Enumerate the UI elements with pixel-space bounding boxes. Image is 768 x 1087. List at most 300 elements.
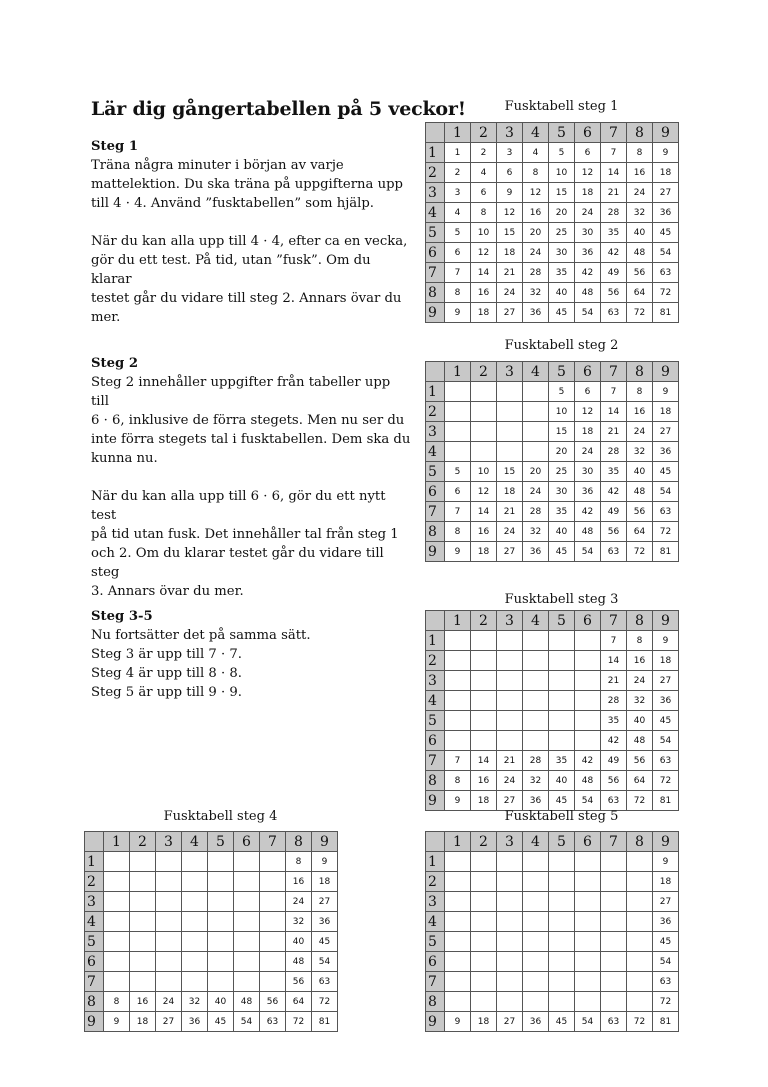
table-cell <box>156 872 182 892</box>
table-row <box>85 952 338 972</box>
table-cell: 30 <box>549 482 575 502</box>
row-header: 5 <box>426 223 445 243</box>
corner-cell <box>426 123 445 143</box>
table-cell <box>497 852 523 872</box>
row-header: 4 <box>426 203 445 223</box>
table-cell: 36 <box>523 303 549 323</box>
table-cell: 8 <box>627 143 653 163</box>
table-cell: 32 <box>627 442 653 462</box>
column-header: 7 <box>260 832 286 852</box>
table-cell: 9 <box>104 1012 130 1032</box>
column-header: 5 <box>208 832 234 852</box>
table-cell <box>575 952 601 972</box>
table-cell <box>471 691 497 711</box>
table-cell: 48 <box>627 482 653 502</box>
table-cell: 6 <box>575 143 601 163</box>
table-row <box>85 892 338 912</box>
column-header: 4 <box>523 362 549 382</box>
table-cell: 9 <box>497 183 523 203</box>
table-cell: 35 <box>601 462 627 482</box>
table-cell: 45 <box>549 791 575 811</box>
table-cell: 9 <box>445 542 471 562</box>
row-header: 9 <box>426 542 445 562</box>
table-cell <box>523 671 549 691</box>
column-header: 8 <box>627 611 653 631</box>
table-cell <box>156 932 182 952</box>
table-row <box>426 402 679 422</box>
table-cell: 14 <box>471 751 497 771</box>
table-row <box>426 422 679 442</box>
table-cell <box>156 912 182 932</box>
table-cell <box>575 992 601 1012</box>
table-cell: 54 <box>575 542 601 562</box>
table-cell: 36 <box>575 482 601 502</box>
table-cell: 3 <box>497 143 523 163</box>
table-cell: 5 <box>445 223 471 243</box>
row-header: 8 <box>85 992 104 1012</box>
table-cell: 7 <box>445 751 471 771</box>
table-cell: 42 <box>601 731 627 751</box>
table-cell: 18 <box>653 872 679 892</box>
step-1-heading: Steg 1 <box>91 139 138 154</box>
table-cell <box>497 651 523 671</box>
table-cell <box>445 731 471 751</box>
corner-cell <box>426 611 445 631</box>
table-cell: 35 <box>549 263 575 283</box>
table-cell: 16 <box>471 283 497 303</box>
column-header: 7 <box>601 611 627 631</box>
table-cell: 32 <box>523 522 549 542</box>
table-cell: 21 <box>497 751 523 771</box>
table-row <box>426 651 679 671</box>
table-cell: 40 <box>627 711 653 731</box>
multiplication-table <box>84 831 338 1032</box>
table-cell: 32 <box>627 691 653 711</box>
table-row <box>426 892 679 912</box>
table-cell: 56 <box>601 283 627 303</box>
table-title: Fusktabell steg 3 <box>504 592 619 607</box>
row-header: 9 <box>85 1012 104 1032</box>
row-header: 5 <box>85 932 104 952</box>
table-row <box>426 932 679 952</box>
table-cell: 45 <box>549 542 575 562</box>
table-cell <box>182 912 208 932</box>
table-cell: 45 <box>549 303 575 323</box>
table-cell <box>445 691 471 711</box>
row-header: 2 <box>426 872 445 892</box>
table-cell <box>471 872 497 892</box>
table-cell: 45 <box>549 1012 575 1032</box>
table-cell: 6 <box>497 163 523 183</box>
table-cell: 9 <box>312 852 338 872</box>
table-cell: 28 <box>601 203 627 223</box>
row-header: 4 <box>85 912 104 932</box>
table-cell <box>497 671 523 691</box>
table-cell <box>523 691 549 711</box>
table-cell <box>130 912 156 932</box>
table-cell: 2 <box>445 163 471 183</box>
table-cell: 24 <box>497 771 523 791</box>
table-cell <box>575 932 601 952</box>
header-row <box>85 832 338 852</box>
column-header: 2 <box>471 832 497 852</box>
table-cell <box>156 852 182 872</box>
table-cell: 8 <box>445 522 471 542</box>
table-cell: 42 <box>575 263 601 283</box>
table-cell: 48 <box>575 522 601 542</box>
table-cell <box>601 932 627 952</box>
table-cell: 7 <box>601 143 627 163</box>
table-cell <box>182 932 208 952</box>
table-cell <box>575 972 601 992</box>
table-row <box>426 751 679 771</box>
row-header: 7 <box>426 972 445 992</box>
column-header: 4 <box>182 832 208 852</box>
column-header: 8 <box>286 832 312 852</box>
table-cell: 42 <box>575 502 601 522</box>
step-2-line: Steg 2 innehåller uppgifter från tabeller upp till <box>91 375 391 409</box>
table-cell: 27 <box>312 892 338 912</box>
table-row <box>426 502 679 522</box>
step-2-line: 3. Annars övar du mer. <box>91 584 244 599</box>
row-header: 2 <box>85 872 104 892</box>
table-row <box>426 303 679 323</box>
table-cell: 36 <box>575 243 601 263</box>
table-cell: 16 <box>286 872 312 892</box>
table-cell: 35 <box>601 223 627 243</box>
table-cell: 1 <box>445 143 471 163</box>
table-cell: 28 <box>601 442 627 462</box>
table-cell: 12 <box>471 482 497 502</box>
page-title: Lär dig gångertabellen på 5 veckor! <box>91 98 466 120</box>
table-row <box>426 163 679 183</box>
table-row <box>85 872 338 892</box>
table-cell <box>234 972 260 992</box>
table-row <box>426 912 679 932</box>
table-cell: 5 <box>549 382 575 402</box>
table-cell <box>445 952 471 972</box>
table-cell <box>445 932 471 952</box>
table-cell: 81 <box>312 1012 338 1032</box>
table-cell: 20 <box>549 442 575 462</box>
step-3-5-line: Steg 5 är upp till 9 · 9. <box>91 685 242 700</box>
table-cell: 36 <box>653 442 679 462</box>
table-cell: 20 <box>549 203 575 223</box>
table-cell <box>182 972 208 992</box>
table-cell <box>549 691 575 711</box>
table-cell <box>445 711 471 731</box>
table-cell <box>523 872 549 892</box>
table-cell: 16 <box>627 402 653 422</box>
table-cell <box>523 651 549 671</box>
table-cell: 28 <box>523 263 549 283</box>
table-cell: 21 <box>601 183 627 203</box>
table-row <box>426 263 679 283</box>
table-cell <box>208 952 234 972</box>
table-cell: 4 <box>523 143 549 163</box>
step-2-line: på tid utan fusk. Det innehåller tal från steg 1 <box>91 527 399 542</box>
table-cell: 36 <box>523 1012 549 1032</box>
table-cell: 63 <box>601 791 627 811</box>
table-cell <box>445 872 471 892</box>
table-cell: 10 <box>471 462 497 482</box>
table-row <box>426 852 679 872</box>
table-cell: 40 <box>627 462 653 482</box>
table-cell <box>208 972 234 992</box>
table-cell: 15 <box>497 223 523 243</box>
table-cell <box>471 651 497 671</box>
step-1-line: gör du ett test. På tid, utan ”fusk”. Om du klarar <box>91 253 371 287</box>
table-cell: 16 <box>627 651 653 671</box>
row-header: 3 <box>426 422 445 442</box>
table-title: Fusktabell steg 4 <box>163 809 278 824</box>
table-cell: 56 <box>601 771 627 791</box>
table-cell: 63 <box>653 972 679 992</box>
row-header: 3 <box>426 892 445 912</box>
table-cell: 7 <box>601 382 627 402</box>
table-cell: 54 <box>653 482 679 502</box>
table-cell <box>497 422 523 442</box>
table-cell: 64 <box>286 992 312 1012</box>
table-cell: 54 <box>575 791 601 811</box>
corner-cell <box>426 832 445 852</box>
table-row <box>426 671 679 691</box>
table-cell: 30 <box>575 462 601 482</box>
table-cell: 6 <box>575 382 601 402</box>
table-cell <box>523 382 549 402</box>
table-cell <box>497 731 523 751</box>
table-cell <box>601 892 627 912</box>
column-header: 6 <box>575 832 601 852</box>
table-cell: 54 <box>575 1012 601 1032</box>
column-header: 9 <box>653 832 679 852</box>
table-cell <box>523 852 549 872</box>
table-cell: 5 <box>445 462 471 482</box>
table-cell: 40 <box>286 932 312 952</box>
column-header: 4 <box>523 123 549 143</box>
table-row <box>426 691 679 711</box>
column-header: 1 <box>445 362 471 382</box>
table-cell: 54 <box>234 1012 260 1032</box>
table-cell <box>627 972 653 992</box>
table-cell: 56 <box>601 522 627 542</box>
table-title: Fusktabell steg 5 <box>504 809 619 824</box>
column-header: 9 <box>653 123 679 143</box>
column-header: 4 <box>523 832 549 852</box>
table-cell: 14 <box>601 402 627 422</box>
table-cell: 24 <box>627 671 653 691</box>
table-cell <box>260 872 286 892</box>
table-cell <box>575 651 601 671</box>
table-cell: 24 <box>575 442 601 462</box>
table-cell: 18 <box>471 303 497 323</box>
row-header: 2 <box>426 163 445 183</box>
table-cell: 45 <box>312 932 338 952</box>
row-header: 1 <box>85 852 104 872</box>
table-cell <box>445 972 471 992</box>
table-cell: 18 <box>653 402 679 422</box>
table-cell: 18 <box>575 183 601 203</box>
table-cell <box>445 651 471 671</box>
table-cell <box>471 892 497 912</box>
table-cell <box>130 932 156 952</box>
table-cell <box>523 731 549 751</box>
table-cell <box>471 731 497 751</box>
table-cell: 27 <box>497 1012 523 1032</box>
table-cell: 15 <box>549 183 575 203</box>
table-cell <box>260 972 286 992</box>
table-cell <box>471 952 497 972</box>
table-cell <box>130 972 156 992</box>
table-cell: 45 <box>208 1012 234 1032</box>
table-cell <box>549 952 575 972</box>
table-cell: 24 <box>627 422 653 442</box>
row-header: 1 <box>426 631 445 651</box>
table-cell <box>260 892 286 912</box>
table-cell <box>627 872 653 892</box>
table-cell: 27 <box>653 892 679 912</box>
row-header: 8 <box>426 771 445 791</box>
table-cell: 30 <box>575 223 601 243</box>
table-cell: 24 <box>523 243 549 263</box>
step-3-5-line: Nu fortsätter det på samma sätt. <box>91 628 311 643</box>
table-cell: 16 <box>523 203 549 223</box>
table-cell <box>575 872 601 892</box>
table-cell: 18 <box>497 482 523 502</box>
table-cell: 27 <box>497 542 523 562</box>
table-cell <box>549 852 575 872</box>
table-row <box>85 972 338 992</box>
row-header: 4 <box>426 442 445 462</box>
row-header: 8 <box>426 283 445 303</box>
step-1-line: När du kan alla upp till 4 · 4, efter ca en vecka, <box>91 234 408 249</box>
row-header: 5 <box>426 932 445 952</box>
table-cell: 5 <box>549 143 575 163</box>
row-header: 5 <box>426 711 445 731</box>
table-row <box>426 631 679 651</box>
table-cell <box>549 631 575 651</box>
table-cell <box>627 892 653 912</box>
multiplication-table <box>425 361 679 562</box>
table-cell <box>575 731 601 751</box>
table-cell: 10 <box>549 402 575 422</box>
table-cell: 12 <box>523 183 549 203</box>
table-cell: 20 <box>523 223 549 243</box>
table-cell: 48 <box>575 283 601 303</box>
table-cell <box>549 992 575 1012</box>
row-header: 5 <box>426 462 445 482</box>
row-header: 7 <box>426 263 445 283</box>
table-row <box>426 731 679 751</box>
table-cell: 14 <box>471 502 497 522</box>
table-cell <box>601 972 627 992</box>
column-header: 1 <box>445 832 471 852</box>
step-2-line: 6 · 6, inklusive de förra stegets. Men nu ser du <box>91 413 405 428</box>
table-cell: 28 <box>523 502 549 522</box>
table-cell: 28 <box>601 691 627 711</box>
table-row <box>85 992 338 1012</box>
table-cell <box>260 912 286 932</box>
column-header: 8 <box>627 832 653 852</box>
table-cell <box>575 892 601 912</box>
table-row <box>426 522 679 542</box>
table-cell: 56 <box>627 502 653 522</box>
table-row <box>426 972 679 992</box>
table-cell: 20 <box>523 462 549 482</box>
table-cell: 9 <box>445 791 471 811</box>
table-cell <box>497 872 523 892</box>
step-3-5-line: Steg 3 är upp till 7 · 7. <box>91 647 242 662</box>
row-header: 9 <box>426 791 445 811</box>
table-cell: 6 <box>471 183 497 203</box>
table-row <box>85 912 338 932</box>
corner-cell <box>426 362 445 382</box>
table-cell: 56 <box>627 751 653 771</box>
table-cell <box>130 852 156 872</box>
table-cell: 48 <box>627 731 653 751</box>
table-cell <box>104 872 130 892</box>
table-cell: 12 <box>575 402 601 422</box>
table-row <box>426 1012 679 1032</box>
table-cell: 8 <box>627 382 653 402</box>
table-cell: 45 <box>653 932 679 952</box>
table-row <box>85 932 338 952</box>
table-cell <box>601 852 627 872</box>
row-header: 8 <box>426 522 445 542</box>
table-cell <box>471 671 497 691</box>
table-cell: 81 <box>653 791 679 811</box>
column-header: 8 <box>627 123 653 143</box>
table-cell <box>471 631 497 651</box>
table-cell: 32 <box>523 771 549 791</box>
table-cell <box>104 892 130 912</box>
table-cell: 15 <box>549 422 575 442</box>
step-2-line: När du kan alla upp till 6 · 6, gör du ett nytt test <box>91 489 386 523</box>
table-cell: 8 <box>523 163 549 183</box>
table-cell: 8 <box>471 203 497 223</box>
table-cell <box>208 912 234 932</box>
table-cell: 10 <box>549 163 575 183</box>
step-1-line: Träna några minuter i början av varje <box>91 158 344 173</box>
table-row <box>426 442 679 462</box>
table-cell: 9 <box>653 382 679 402</box>
column-header: 9 <box>653 362 679 382</box>
table-cell: 14 <box>601 163 627 183</box>
table-cell: 36 <box>182 1012 208 1032</box>
table-cell: 35 <box>549 502 575 522</box>
table-cell <box>445 402 471 422</box>
table-cell <box>523 932 549 952</box>
table-cell <box>575 912 601 932</box>
table-cell <box>549 912 575 932</box>
table-cell <box>575 631 601 651</box>
step-2-line: och 2. Om du klarar testet går du vidare till steg <box>91 546 384 580</box>
table-cell <box>497 972 523 992</box>
table-cell: 42 <box>601 243 627 263</box>
row-header: 1 <box>426 143 445 163</box>
step-2-heading: Steg 2 <box>91 356 138 371</box>
table-cell: 49 <box>601 502 627 522</box>
table-cell <box>523 972 549 992</box>
table-cell: 81 <box>653 303 679 323</box>
table-cell: 9 <box>653 143 679 163</box>
table-cell: 18 <box>471 791 497 811</box>
table-row <box>426 382 679 402</box>
table-cell: 54 <box>653 243 679 263</box>
column-header: 3 <box>497 123 523 143</box>
table-cell: 10 <box>471 223 497 243</box>
table-cell <box>497 932 523 952</box>
